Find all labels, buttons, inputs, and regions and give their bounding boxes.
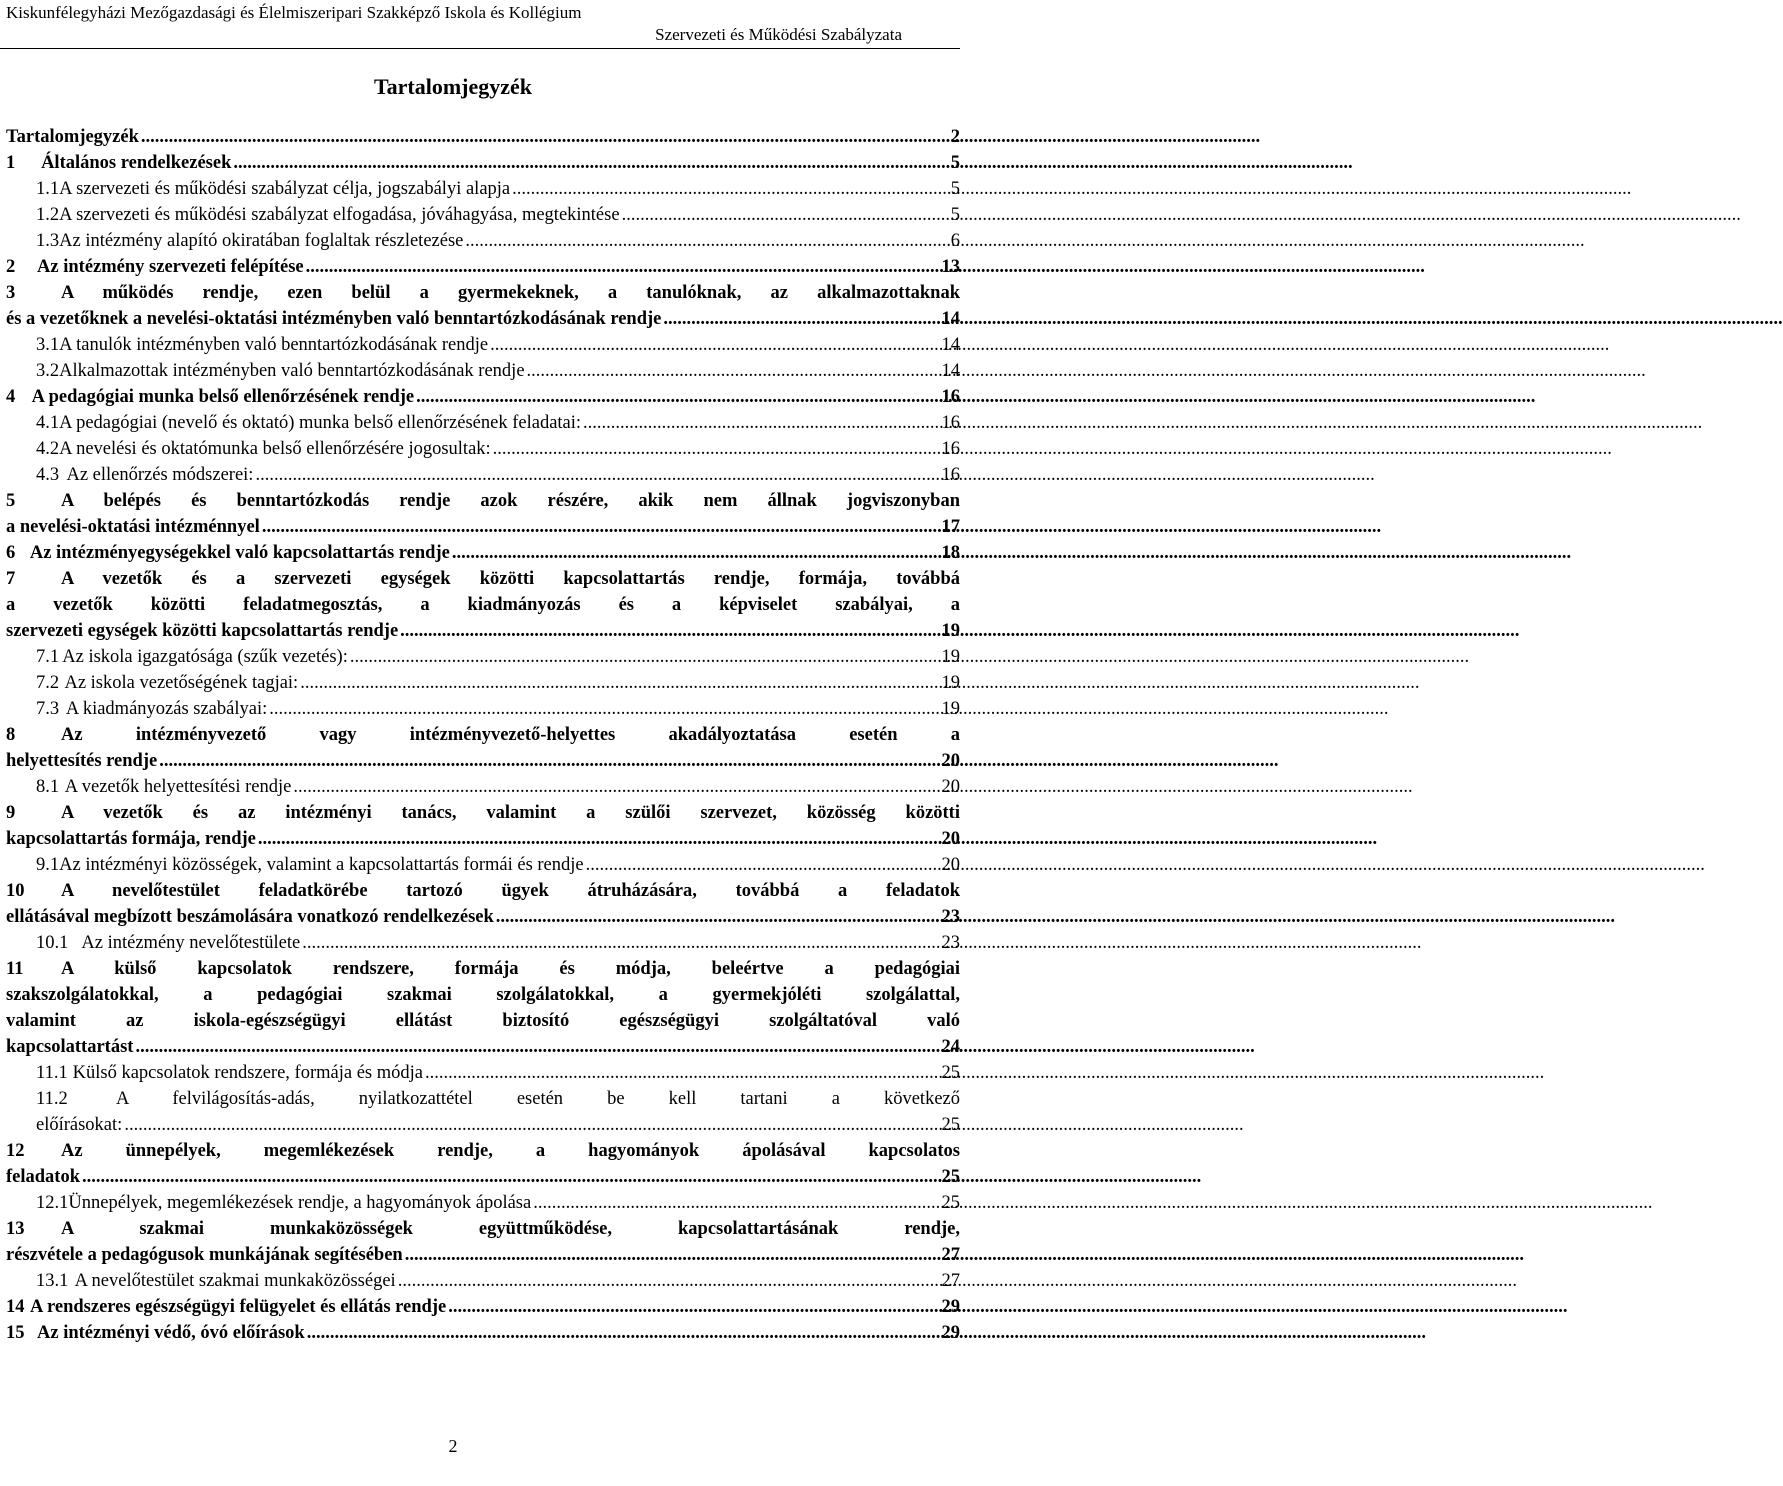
toc-entry[interactable]: [6, 722, 960, 774]
toc-number: 6: [6, 543, 16, 563]
toc-entry[interactable]: [6, 1190, 960, 1216]
toc-title: részvétele a pedagógusok munkájának segítésében: [6, 1245, 403, 1265]
toc-leader-dots: [586, 852, 938, 878]
toc-leader-dots: [533, 1190, 937, 1216]
toc-title: Az iskola igazgatósága (szűk vezetés):: [62, 647, 348, 667]
toc-page-number: 13: [941, 257, 960, 277]
toc-number: 1: [6, 153, 16, 173]
toc-title: A nevelőtestület feladatkörébe tartozó ügyek átruházására, továbbá a feladatok: [61, 881, 960, 901]
toc-title: A nevelési és oktatómunka belső ellenőrzésére jogosultak:: [59, 439, 491, 459]
toc-leader-dots: [124, 1112, 937, 1138]
toc-page-number: 29: [941, 1323, 960, 1343]
toc-page-number: 14: [941, 361, 960, 381]
toc-title: A belépés és benntartózkodás rendje azok részére, akik nem állnak jogviszonyban: [61, 491, 960, 511]
toc-title: helyettesítés rendje: [6, 751, 158, 771]
toc-entry[interactable]: [6, 202, 960, 228]
toc-page-number: 14: [941, 309, 960, 329]
toc-title: a vezetők közötti feladatmegosztás, a kiadmányozás és a képviselet szabályai, a: [6, 595, 960, 615]
toc-title: Az intézményi védő, óvó előírások: [37, 1323, 305, 1343]
toc-number: 13.1: [36, 1271, 69, 1291]
toc-number: 9: [6, 803, 16, 823]
toc-page-number: 19: [941, 673, 960, 693]
toc-title: Az intézmény alapító okiratában foglaltak részletezése: [59, 231, 464, 251]
toc-number: 10: [6, 881, 25, 901]
toc-title: Az intézmény nevelőtestülete: [81, 933, 301, 953]
toc-number: 1.1: [36, 179, 60, 199]
toc-title: Az iskola vezetőségének tagjai:: [64, 673, 299, 693]
toc-title: Tartalomjegyzék: [6, 127, 139, 147]
toc-leader-dots: [400, 618, 937, 644]
toc-page-number: 25: [941, 1167, 960, 1187]
toc-page-number: 25: [941, 1063, 960, 1083]
toc-page-number: 25: [941, 1115, 960, 1135]
toc-number: 11.1: [36, 1063, 68, 1083]
toc-title: kapcsolattartást: [6, 1037, 134, 1057]
toc-title: Az intézményegységekkel való kapcsolattartás rendje: [29, 543, 450, 563]
toc-title: és a vezetőknek a nevelési-oktatási intézményben való benntartózkodásának rendje: [6, 309, 662, 329]
toc-page-number: 19: [941, 647, 960, 667]
toc-leader-dots: [416, 384, 937, 410]
toc-entry[interactable]: [6, 462, 960, 488]
toc-entry[interactable]: [6, 852, 960, 878]
toc-title: A rendszeres egészségügyi felügyelet és ellátás rendje: [30, 1297, 447, 1317]
toc-number: 11.2: [36, 1089, 68, 1109]
toc-number: 10.1: [36, 933, 69, 953]
toc-entry[interactable]: [6, 1060, 960, 1086]
toc-page-number: 14: [941, 335, 960, 355]
toc-title: Külső kapcsolatok rendszere, formája és módja: [72, 1063, 423, 1083]
toc-title: A vezetők és az intézményi tanács, valamint a szülői szervezet, közösség közötti: [61, 803, 960, 823]
toc-entry[interactable]: [6, 1320, 960, 1346]
toc-page-number: 5: [950, 179, 960, 199]
toc-leader-dots: [258, 826, 938, 852]
toc-number: 4: [6, 387, 16, 407]
toc-leader-dots: [300, 670, 937, 696]
toc-page-number: 17: [941, 517, 960, 537]
toc-page-number: 20: [941, 751, 960, 771]
toc-page-number: 23: [941, 933, 960, 953]
toc-entry[interactable]: [6, 644, 960, 670]
toc-title: A pedagógiai (nevelő és oktató) munka belső ellenőrzésének feladatai:: [59, 413, 582, 433]
toc-entry[interactable]: [6, 410, 960, 436]
toc-title: Az intézmény szervezeti felépítése: [37, 257, 304, 277]
toc-entry[interactable]: [6, 670, 960, 696]
toc-leader-dots: [512, 176, 947, 202]
toc-number: 14: [6, 1297, 25, 1317]
toc-page-number: 16: [941, 465, 960, 485]
toc-title: A szakmai munkaközösségek együttműködése, kapcsolattartásának rendje,: [61, 1219, 960, 1239]
toc-number: 2: [6, 257, 16, 277]
toc-number: 9.1: [36, 855, 60, 875]
page-number: 2: [448, 1436, 458, 1456]
toc-title: ellátásával megbízott beszámolására vonatkozó rendelkezések: [6, 907, 494, 927]
toc-number: 3.1: [36, 335, 60, 355]
toc-title: A felvilágosítás-adás, nyilatkozattétel esetén be kell tartani a következő: [116, 1089, 960, 1109]
toc-page-number: 29: [941, 1297, 960, 1317]
toc-page-number: 18: [941, 543, 960, 563]
toc-entry[interactable]: [6, 228, 960, 254]
toc-number: 15: [6, 1323, 25, 1343]
toc-number: 7.3: [36, 699, 60, 719]
toc-page-number: 24: [941, 1037, 960, 1057]
header-rule: [0, 48, 960, 49]
toc-leader-dots: [233, 150, 946, 176]
toc-title: Az intézményvezető vagy intézményvezető-helyettes akadályoztatása esetén a: [61, 725, 960, 745]
toc-leader-dots: [307, 1320, 938, 1346]
toc-leader-dots: [159, 748, 937, 774]
toc-title: A külső kapcsolatok rendszere, formája és módja, beleértve a pedagógiai: [61, 959, 960, 979]
toc-title: A kiadmányozás szabályai:: [65, 699, 268, 719]
toc-entry[interactable]: [6, 488, 960, 540]
toc-page-number: 16: [941, 413, 960, 433]
toc-title: A pedagógiai munka belső ellenőrzésének rendje: [31, 387, 415, 407]
toc-title: Az ellenőrzés módszerei:: [66, 465, 254, 485]
toc-entry[interactable]: [6, 540, 960, 566]
toc-page-number: 6: [950, 231, 960, 251]
toc-entry[interactable]: [6, 1294, 960, 1320]
toc-leader-dots: [583, 410, 937, 436]
toc-title: a nevelési-oktatási intézménnyel: [6, 517, 260, 537]
toc-leader-dots: [306, 254, 938, 280]
toc-entry[interactable]: [6, 696, 960, 722]
toc-entry[interactable]: [6, 956, 960, 1060]
toc-title: szervezeti egységek közötti kapcsolattartás rendje: [6, 621, 399, 641]
toc-leader-dots: [269, 696, 937, 722]
toc-entry[interactable]: [6, 1138, 960, 1190]
toc-leader-dots: [82, 1164, 938, 1190]
toc-number: 7: [6, 569, 16, 589]
toc-number: 4.1: [36, 413, 60, 433]
toc-title: A vezetők helyettesítési rendje: [64, 777, 292, 797]
toc-number: 12: [6, 1141, 25, 1161]
toc-entry[interactable]: [6, 124, 960, 150]
toc-page-number: 16: [941, 439, 960, 459]
toc-leader-dots: [141, 124, 947, 150]
toc-title: feladatok: [6, 1167, 80, 1187]
toc-title: A szervezeti és működési szabályzat elfogadása, jóváhagyása, megtekintése: [59, 205, 620, 225]
toc-leader-dots: [622, 202, 947, 228]
toc-entry[interactable]: [6, 176, 960, 202]
toc-leader-dots: [527, 358, 938, 384]
toc-title: A működés rendje, ezen belül a gyermekeknek, a tanulóknak, az alkalmazottaknak: [61, 283, 960, 303]
toc-title: A nevelőtestület szakmai munkaközösségei: [74, 1271, 396, 1291]
toc-number: 11: [6, 959, 24, 979]
toc-leader-dots: [293, 774, 937, 800]
toc-title: A tanulók intézményben való benntartózkodásának rendje: [59, 335, 489, 355]
toc-page-number: 19: [941, 621, 960, 641]
toc-leader-dots: [465, 228, 946, 254]
toc-title: szakszolgálatokkal, a pedagógiai szakmai szolgálatokkal, a gyermekjóléti szolgálattal,: [6, 985, 960, 1005]
toc-page-number: 27: [941, 1271, 960, 1291]
toc-page-number: 25: [941, 1193, 960, 1213]
toc-entry[interactable]: [6, 150, 960, 176]
toc-leader-dots: [425, 1060, 938, 1086]
toc-entry[interactable]: [6, 332, 960, 358]
toc-title: Az intézményi közösségek, valamint a kapcsolattartás formái és rendje: [59, 855, 584, 875]
toc-entry[interactable]: [6, 358, 960, 384]
header-document-name: Szervezeti és Működési Szabályzata: [655, 25, 902, 44]
toc-entry[interactable]: [6, 1216, 960, 1268]
toc-title: kapcsolattartás formája, rendje: [6, 829, 256, 849]
toc-title: Az ünnepélyek, megemlékezések rendje, a hagyományok ápolásával kapcsolatos: [61, 1141, 960, 1161]
toc-title: valamint az iskola-egészségügyi ellátást biztosító egészségügyi szolgáltatóval való: [6, 1011, 960, 1031]
toc-number: 8.1: [36, 777, 60, 797]
toc-leader-dots: [302, 930, 937, 956]
toc-number: 7.1: [36, 647, 60, 667]
toc-number: 13: [6, 1219, 25, 1239]
toc-entry[interactable]: [6, 774, 960, 800]
toc-entry[interactable]: [6, 280, 960, 332]
toc-leader-dots: [493, 436, 938, 462]
toc-entry[interactable]: [6, 566, 960, 644]
toc-number: 1.2: [36, 205, 60, 225]
toc-entry[interactable]: [6, 878, 960, 930]
toc-page-number: 20: [941, 777, 960, 797]
toc-number: 4.3: [36, 465, 60, 485]
toc-entry[interactable]: [6, 800, 960, 852]
toc-title: A szervezeti és működési szabályzat célja, jogszabályi alapja: [59, 179, 511, 199]
toc-page-number: 2: [950, 127, 960, 147]
toc-entry[interactable]: [6, 930, 960, 956]
toc-entry[interactable]: [6, 254, 960, 280]
page-title: Tartalomjegyzék: [373, 74, 533, 99]
toc-page-number: 5: [950, 205, 960, 225]
toc-number: 1.3: [36, 231, 60, 251]
toc-page-number: 20: [941, 855, 960, 875]
toc-leader-dots: [262, 514, 938, 540]
toc-entry[interactable]: [6, 436, 960, 462]
toc-leader-dots: [350, 644, 938, 670]
toc-number: 12.1: [36, 1193, 69, 1213]
toc-number: 7.2: [36, 673, 60, 693]
toc-page-number: 16: [941, 387, 960, 407]
toc-number: 5: [6, 491, 16, 511]
toc-leader-dots: [398, 1268, 938, 1294]
toc-entry[interactable]: [6, 1086, 960, 1138]
toc-number: 3: [6, 283, 16, 303]
toc-page-number: 27: [941, 1245, 960, 1265]
toc-page-number: 5: [950, 153, 960, 173]
toc-page-number: 23: [941, 907, 960, 927]
toc-leader-dots: [490, 332, 937, 358]
toc-title: A vezetők és a szervezeti egységek közötti kapcsolattartás rendje, formája, továbbá: [61, 569, 960, 589]
toc-page-number: 20: [941, 829, 960, 849]
toc-leader-dots: [452, 540, 938, 566]
table-of-contents: [6, 124, 960, 1346]
toc-title: Ünnepélyek, megemlékezések rendje, a hagyományok ápolása: [68, 1193, 532, 1213]
toc-entry[interactable]: [6, 384, 960, 410]
toc-number: 4.2: [36, 439, 60, 459]
toc-leader-dots: [255, 462, 937, 488]
toc-title: előírásokat:: [36, 1115, 123, 1135]
header-school-name: Kiskunfélegyházi Mezőgazdasági és Élelmiszeripari Szakképző Iskola és Kollégium: [6, 3, 582, 22]
toc-title: Általános rendelkezések: [41, 153, 232, 173]
toc-leader-dots: [496, 904, 938, 930]
toc-leader-dots: [663, 306, 937, 332]
toc-leader-dots: [405, 1242, 938, 1268]
toc-entry[interactable]: [6, 1268, 960, 1294]
toc-page-number: 19: [941, 699, 960, 719]
toc-leader-dots: [448, 1294, 937, 1320]
toc-title: Alkalmazottak intézményben való benntartózkodásának rendje: [59, 361, 525, 381]
toc-number: 8: [6, 725, 16, 745]
toc-leader-dots: [135, 1034, 937, 1060]
toc-number: 3.2: [36, 361, 60, 381]
